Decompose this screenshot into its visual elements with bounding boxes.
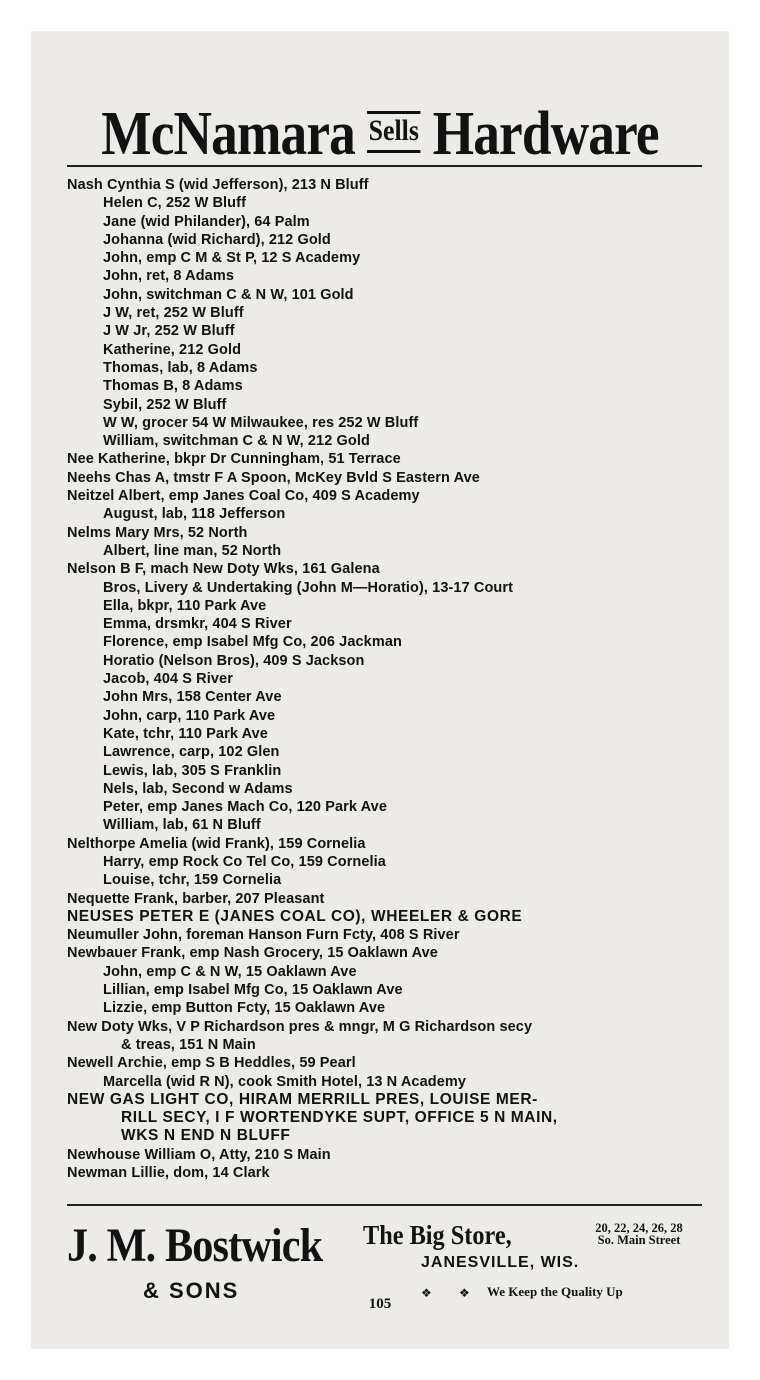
directory-entry: Johanna (wid Richard), 212 Gold [103,231,331,248]
directory-entry: Neitzel Albert, emp Janes Coal Co, 409 S Academy [67,488,420,505]
directory-entry: Nee Katherine, bkpr Dr Cunningham, 51 Terrace [67,451,401,468]
store-city: JANESVILLE, WIS. [421,1254,580,1271]
directory-entry: Louise, tchr, 159 Cornelia [103,872,282,889]
directory-entry: Thomas B, 8 Adams [103,378,243,395]
directory-entry: Albert, line man, 52 North [103,542,282,559]
directory-entry: Bros, Livery & Undertaking (John M—Horatio), 13-17 Court [103,579,514,596]
ornament-icon: ❖ [421,1286,432,1300]
directory-entry: NEW GAS LIGHT CO, HIRAM MERRILL PRES, LOUISE MER- [67,1090,538,1108]
directory-entry: Ella, bkpr, 110 Park Ave [103,597,267,614]
directory-entry: John, emp C M & St P, 12 S Academy [103,250,361,267]
directory-entry: WKS N END N BLUFF [121,1127,291,1145]
ornament-icon: ❖ [459,1286,470,1300]
store-address [574,1222,704,1246]
page-number: 105 [368,1296,392,1312]
directory-entry: Nequette Frank, barber, 207 Pleasant [67,890,325,907]
directory-entry: Lawrence, carp, 102 Glen [103,744,280,761]
directory-entry: Kate, tchr, 110 Park Ave [103,725,268,742]
directory-entry: Jane (wid Philander), 64 Palm [103,213,310,230]
directory-entry: J W, ret, 252 W Bluff [103,305,244,322]
directory-entry: William, switchman C & N W, 212 Gold [103,433,370,450]
directory-entry: Jacob, 404 S River [103,671,233,688]
header-ad-right: Hardware [432,100,659,168]
directory-entry: Newell Archie, emp S B Heddles, 59 Pearl [67,1055,356,1072]
directory-entry: Marcella (wid R N), cook Smith Hotel, 13 N Academy [103,1073,467,1090]
header-advertisement [80,100,680,168]
directory-entry: Thomas, lab, 8 Adams [103,359,258,376]
directory-entry: John, switchman C & N W, 101 Gold [103,286,354,303]
advertiser-name: J. M. Bostwick [67,1219,323,1272]
directory-entry: Nelthorpe Amelia (wid Frank), 159 Cornelia [67,835,366,852]
directory-entry: Nelms Mary Mrs, 52 North [67,524,248,541]
store-name: The Big Store, [363,1220,512,1250]
directory-entry: Lillian, emp Isabel Mfg Co, 15 Oaklawn Ave [103,982,403,999]
header-ad-left: McNamara [101,100,355,168]
directory-entry: W W, grocer 54 W Milwaukee, res 252 W Bluff [103,414,419,431]
directory-entry: Newman Lillie, dom, 14 Clark [67,1165,270,1182]
directory-entry: RILL SECY, I F WORTENDYKE SUPT, OFFICE 5 N MAIN, [121,1109,558,1127]
directory-entry: John Mrs, 158 Center Ave [103,689,282,706]
directory-entry: Katherine, 212 Gold [103,341,242,358]
directory-entry: Newbauer Frank, emp Nash Grocery, 15 Oaklawn Ave [67,945,438,962]
directory-entry: Lewis, lab, 305 S Franklin [103,762,282,779]
directory-entry: Nels, lab, Second w Adams [103,780,293,797]
directory-entry: Emma, drsmkr, 404 S River [103,616,292,633]
directory-entry: Neehs Chas A, tmstr F A Spoon, McKey Bvld S Eastern Ave [67,469,480,486]
directory-entry: Horatio (Nelson Bros), 409 S Jackson [103,652,365,669]
header-divider [67,165,702,167]
directory-entry: Newhouse William O, Atty, 210 S Main [67,1146,331,1163]
directory-entry: J W Jr, 252 W Bluff [103,323,235,340]
advertiser-sons: & SONS [143,1278,240,1303]
directory-entry: John, ret, 8 Adams [103,268,234,285]
directory-entry: Sybil, 252 W Bluff [103,396,227,413]
directory-entry: Harry, emp Rock Co Tel Co, 159 Cornelia [103,853,386,870]
directory-entry: & treas, 151 N Main [121,1036,256,1053]
directory-entry: William, lab, 61 N Bluff [103,817,261,834]
store-slogan: We Keep the Quality Up [487,1284,623,1299]
directory-entry: Peter, emp Janes Mach Co, 120 Park Ave [103,799,388,816]
directory-entry: John, carp, 110 Park Ave [103,707,276,724]
header-ad-middle: Sells [367,111,421,153]
directory-entry: Helen C, 252 W Bluff [103,195,246,212]
footer-divider [67,1204,702,1206]
directory-entry: New Doty Wks, V P Richardson pres & mngr, M G Richardson secy [67,1018,533,1035]
directory-entry: Neumuller John, foreman Hanson Furn Fcty, 408 S River [67,927,460,944]
directory-entry: Nelson B F, mach New Doty Wks, 161 Galena [67,561,380,578]
directory-entry: NEUSES PETER E (JANES COAL CO), WHEELER & GORE [67,907,523,925]
directory-entries [67,176,707,1182]
directory-entry: Lizzie, emp Button Fcty, 15 Oaklawn Ave [103,1000,386,1017]
store-address-line2: So. Main Street [597,1233,681,1247]
directory-entry: August, lab, 118 Jefferson [103,506,286,523]
directory-entry: Florence, emp Isabel Mfg Co, 206 Jackman [103,634,402,651]
store-address-line1: 20, 22, 24, 26, 28 [595,1221,683,1235]
directory-entry: John, emp C & N W, 15 Oaklawn Ave [103,963,357,980]
directory-entry: Nash Cynthia S (wid Jefferson), 213 N Bluff [67,177,369,193]
directory-page [31,31,729,1349]
